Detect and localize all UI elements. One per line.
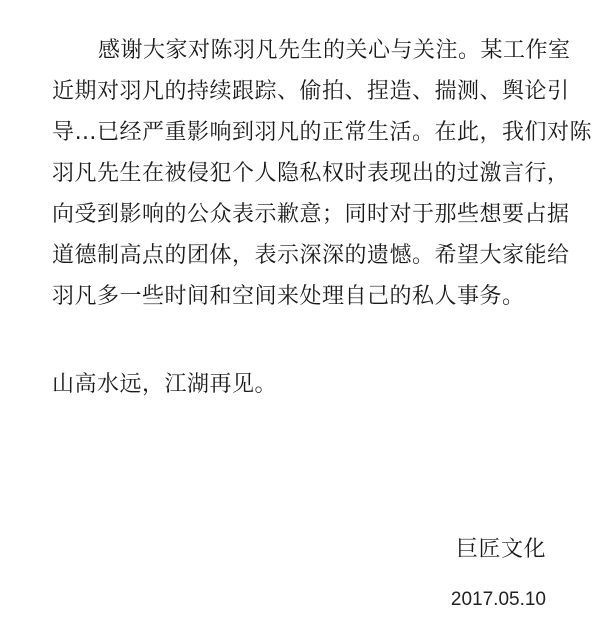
- farewell-line: 山高水远，江湖再见。: [52, 372, 278, 397]
- paragraph-line: 道德制高点的团体，表示深深的遗憾。希望大家能给: [52, 243, 570, 268]
- paragraph-line: 近期对羽凡的持续跟踪、偷拍、捏造、揣测、舆论引: [52, 79, 570, 104]
- paragraph-line: 感谢大家对陈羽凡先生的关心与关注。某工作室: [98, 38, 571, 63]
- paragraph-line: 羽凡多一些时间和空间来处理自己的私人事务。: [52, 284, 525, 309]
- statement-date: 2017.05.10: [450, 589, 546, 610]
- paragraph-line: 羽凡先生在被侵犯个人隐私权时表现出的过激言行，: [52, 161, 570, 186]
- signature-company: 巨匠文化: [455, 537, 546, 562]
- statement-paragraph: [52, 30, 593, 317]
- paragraph-line: 向受到影响的公众表示歉意；同时对于那些想要占据: [52, 202, 570, 227]
- paragraph-line: 导…已经严重影响到羽凡的正常生活。在此，我们对陈: [52, 120, 593, 145]
